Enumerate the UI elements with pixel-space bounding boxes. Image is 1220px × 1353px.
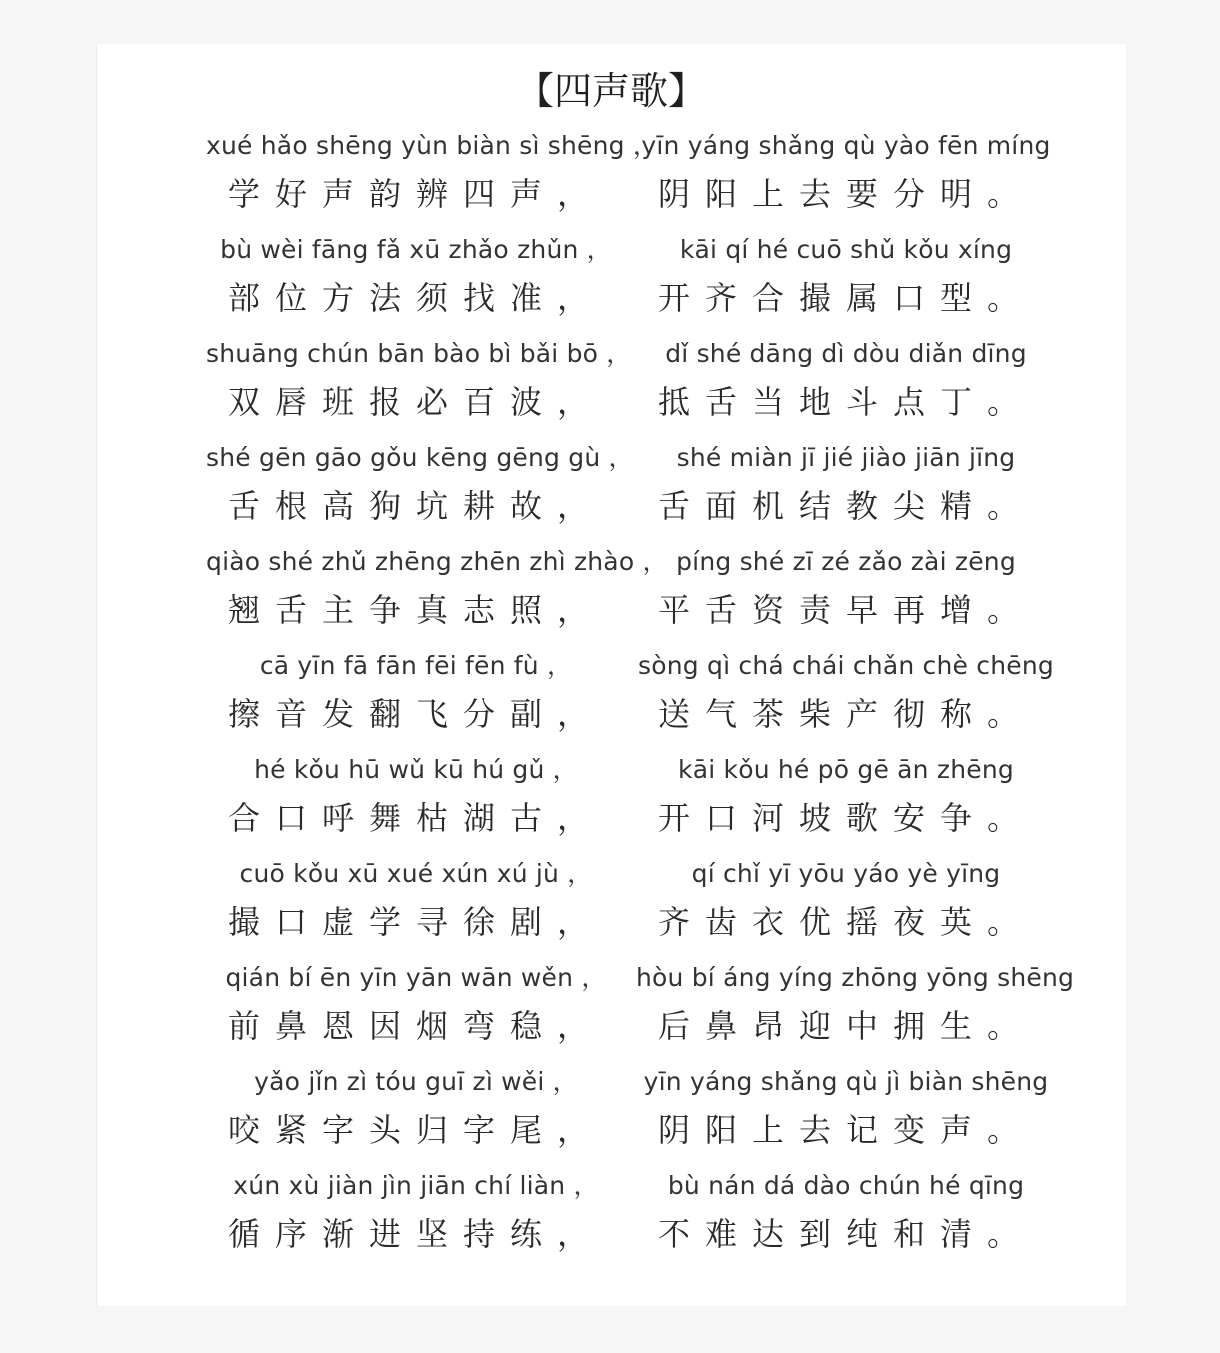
hanzi-left: 合口呼舞枯湖古， — [227, 799, 604, 837]
couplet — [96, 750, 1126, 854]
pinyin-right: yīn yáng shǎng qù jì biàn shēng — [643, 1067, 1049, 1096]
pinyin-right: bù nán dá dào chún hé qīng — [667, 1171, 1025, 1200]
pinyin-left: shé gēn gāo gǒu kēng gēng gù ， — [206, 443, 634, 472]
document-page — [96, 44, 1126, 1306]
hanzi-right: 后鼻昂迎中拥生。 — [657, 1007, 1034, 1045]
hanzi-left: 前鼻恩因烟弯稳， — [227, 1007, 604, 1045]
pinyin-right: qí chǐ yī yōu yáo yè yīng — [691, 859, 1001, 888]
hanzi-right: 送气茶柴产彻称。 — [657, 695, 1034, 733]
hanzi-right: 开口河坡歌安争。 — [657, 799, 1034, 837]
pinyin-left: xún xù jiàn jìn jiān chí liàn ， — [233, 1171, 599, 1200]
pinyin-right: kāi kǒu hé pō gē ān zhēng — [678, 755, 1014, 784]
hanzi-left: 部位方法须找准， — [227, 279, 604, 317]
pinyin-left: hé kǒu hū wǔ kū hú gǔ ， — [254, 755, 578, 784]
hanzi-right: 齐齿衣优摇夜英。 — [657, 903, 1034, 941]
pinyin-right: shé miàn jī jié jiào jiān jīng — [676, 443, 1016, 472]
pinyin-left: shuāng chún bān bào bì bǎi bō ， — [206, 339, 632, 368]
hanzi-left: 咬紧字头归字尾， — [227, 1111, 604, 1149]
hanzi-right: 不难达到纯和清。 — [657, 1215, 1034, 1253]
pinyin-right: sòng qì chá chái chǎn chè chēng — [638, 651, 1054, 680]
pinyin-left: xué hǎo shēng yùn biàn sì shēng ， — [206, 131, 659, 160]
hanzi-right: 开齐合撮属口型。 — [657, 279, 1034, 317]
hanzi-left: 翘舌主争真志照， — [227, 591, 604, 629]
couplet — [96, 542, 1126, 646]
couplet — [96, 1062, 1126, 1166]
pinyin-left: cuō kǒu xū xué xún xú jù ， — [239, 859, 593, 888]
poem-body — [96, 126, 1126, 1270]
hanzi-right: 舌面机结教尖精。 — [657, 487, 1034, 525]
couplet — [96, 230, 1126, 334]
hanzi-right: 平舌资责早再增。 — [657, 591, 1034, 629]
hanzi-left: 循序渐进坚持练， — [227, 1215, 604, 1253]
pinyin-left: qiào shé zhǔ zhēng zhēn zhì zhào ， — [206, 547, 668, 576]
pinyin-right: píng shé zī zé zǎo zài zēng — [676, 547, 1016, 576]
couplet — [96, 438, 1126, 542]
hanzi-left: 舌根高狗坑耕故， — [227, 487, 604, 525]
couplet — [96, 126, 1126, 230]
couplet — [96, 334, 1126, 438]
pinyin-right: hòu bí áng yíng zhōng yōng shēng — [636, 963, 1075, 992]
hanzi-right: 阴阳上去记变声。 — [657, 1111, 1034, 1149]
hanzi-left: 双唇班报必百波， — [227, 383, 604, 421]
pinyin-left: yǎo jǐn zì tóu guī zì wěi ， — [254, 1067, 578, 1096]
hanzi-left: 擦音发翻飞分副， — [227, 695, 604, 733]
hanzi-left: 学好声韵辨四声， — [227, 175, 604, 213]
couplet — [96, 1166, 1126, 1270]
pinyin-left: qián bí ēn yīn yān wān wěn ， — [225, 963, 607, 992]
pinyin-right: dǐ shé dāng dì dòu diǎn dīng — [665, 339, 1027, 368]
hanzi-left: 撮口虚学寻徐剧， — [227, 903, 604, 941]
poem-title: 【四声歌】 — [515, 69, 706, 113]
pinyin-left: bù wèi fāng fǎ xū zhǎo zhǔn ， — [220, 235, 612, 264]
pinyin-right: kāi qí hé cuō shǔ kǒu xíng — [679, 235, 1013, 264]
hanzi-right: 阴阳上去要分明。 — [657, 175, 1034, 213]
pinyin-left: cā yīn fā fān fēi fēn fù ， — [259, 651, 573, 680]
couplet — [96, 646, 1126, 750]
couplet — [96, 854, 1126, 958]
couplet — [96, 958, 1126, 1062]
pinyin-right: yīn yáng shǎng qù yào fēn míng — [641, 131, 1051, 160]
hanzi-right: 抵舌当地斗点丁。 — [657, 383, 1034, 421]
